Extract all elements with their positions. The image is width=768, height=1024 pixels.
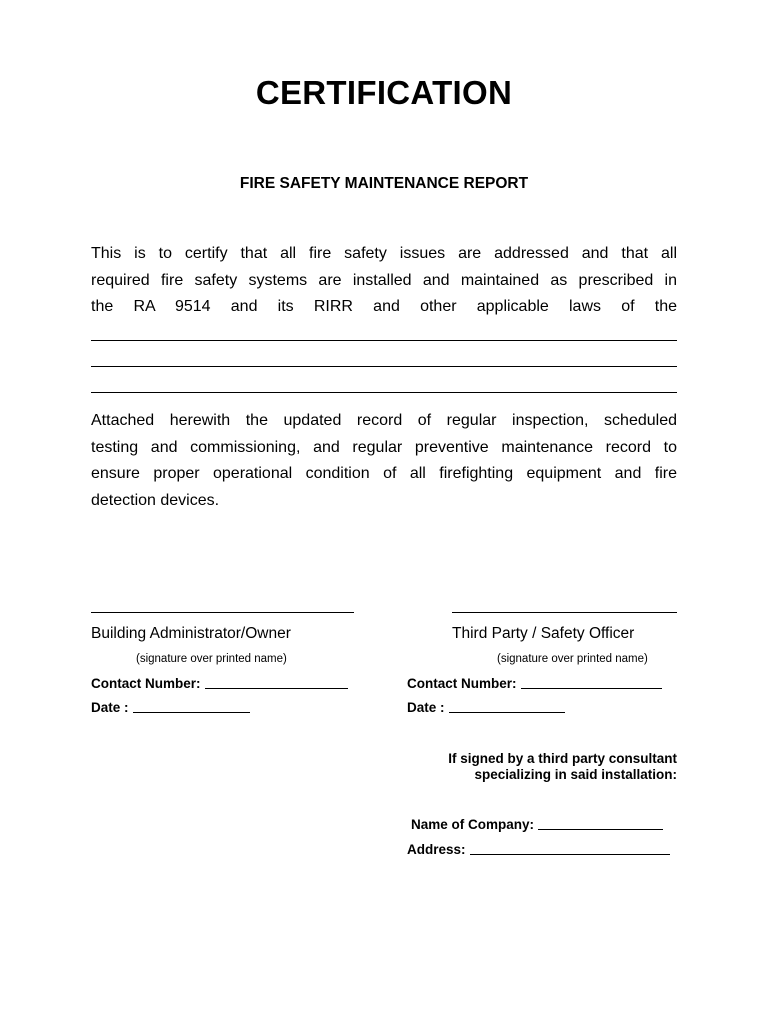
contact-number-label: Contact Number: xyxy=(91,676,201,691)
paragraph-line: This is to certify that all fire safety issues are addressed and that all xyxy=(91,245,677,262)
consultant-note-line: specializing in said installation: xyxy=(474,767,677,782)
contact-number-field-left[interactable] xyxy=(91,676,348,691)
signature-line-left xyxy=(91,612,354,613)
report-subtitle: FIRE SAFETY MAINTENANCE REPORT xyxy=(239,175,529,192)
consultant-note-line: If signed by a third party consultant xyxy=(448,751,677,766)
company-name-field[interactable] xyxy=(411,817,663,832)
date-blank[interactable] xyxy=(133,711,250,713)
signatory-role-left: Building Administrator/Owner xyxy=(91,625,291,642)
contact-number-field-right[interactable] xyxy=(407,676,662,691)
certification-paragraph xyxy=(91,241,677,321)
date-field-left[interactable] xyxy=(91,700,250,715)
paragraph-line: Attached herewith the updated record of regular inspection, scheduled xyxy=(91,412,677,429)
date-label: Date : xyxy=(407,700,445,715)
signature-note-left: (signature over printed name) xyxy=(136,653,287,665)
signature-note-right: (signature over printed name) xyxy=(497,653,648,665)
paragraph-line: required fire safety systems are installed and maintained as prescribed in xyxy=(91,271,677,289)
company-name-label: Name of Company: xyxy=(411,817,535,832)
address-blank[interactable] xyxy=(470,853,670,855)
date-blank[interactable] xyxy=(449,711,565,713)
signatory-role-right: Third Party / Safety Officer xyxy=(452,625,635,642)
address-field[interactable] xyxy=(407,842,670,857)
blank-line xyxy=(91,392,677,393)
consultant-note xyxy=(448,751,677,783)
attachment-paragraph xyxy=(91,408,677,514)
paragraph-line: ensure proper operational condition of all firefighting equipment and fire xyxy=(91,465,677,482)
date-label: Date : xyxy=(91,700,129,715)
contact-number-blank[interactable] xyxy=(521,687,662,689)
address-label: Address: xyxy=(407,842,466,857)
signature-line-right xyxy=(452,612,677,613)
blank-line xyxy=(91,340,677,341)
date-field-right[interactable] xyxy=(407,700,565,715)
contact-number-blank[interactable] xyxy=(205,687,348,689)
paragraph-line: testing and commissioning, and regular preventive maintenance record to xyxy=(91,438,677,456)
contact-number-label: Contact Number: xyxy=(407,676,517,691)
blank-line xyxy=(91,366,677,367)
page-title: CERTIFICATION xyxy=(255,74,513,111)
paragraph-line: detection devices. xyxy=(91,491,220,509)
company-name-blank[interactable] xyxy=(538,828,663,830)
paragraph-line: the RA 9514 and its RIRR and other applicable laws of the xyxy=(91,298,677,315)
